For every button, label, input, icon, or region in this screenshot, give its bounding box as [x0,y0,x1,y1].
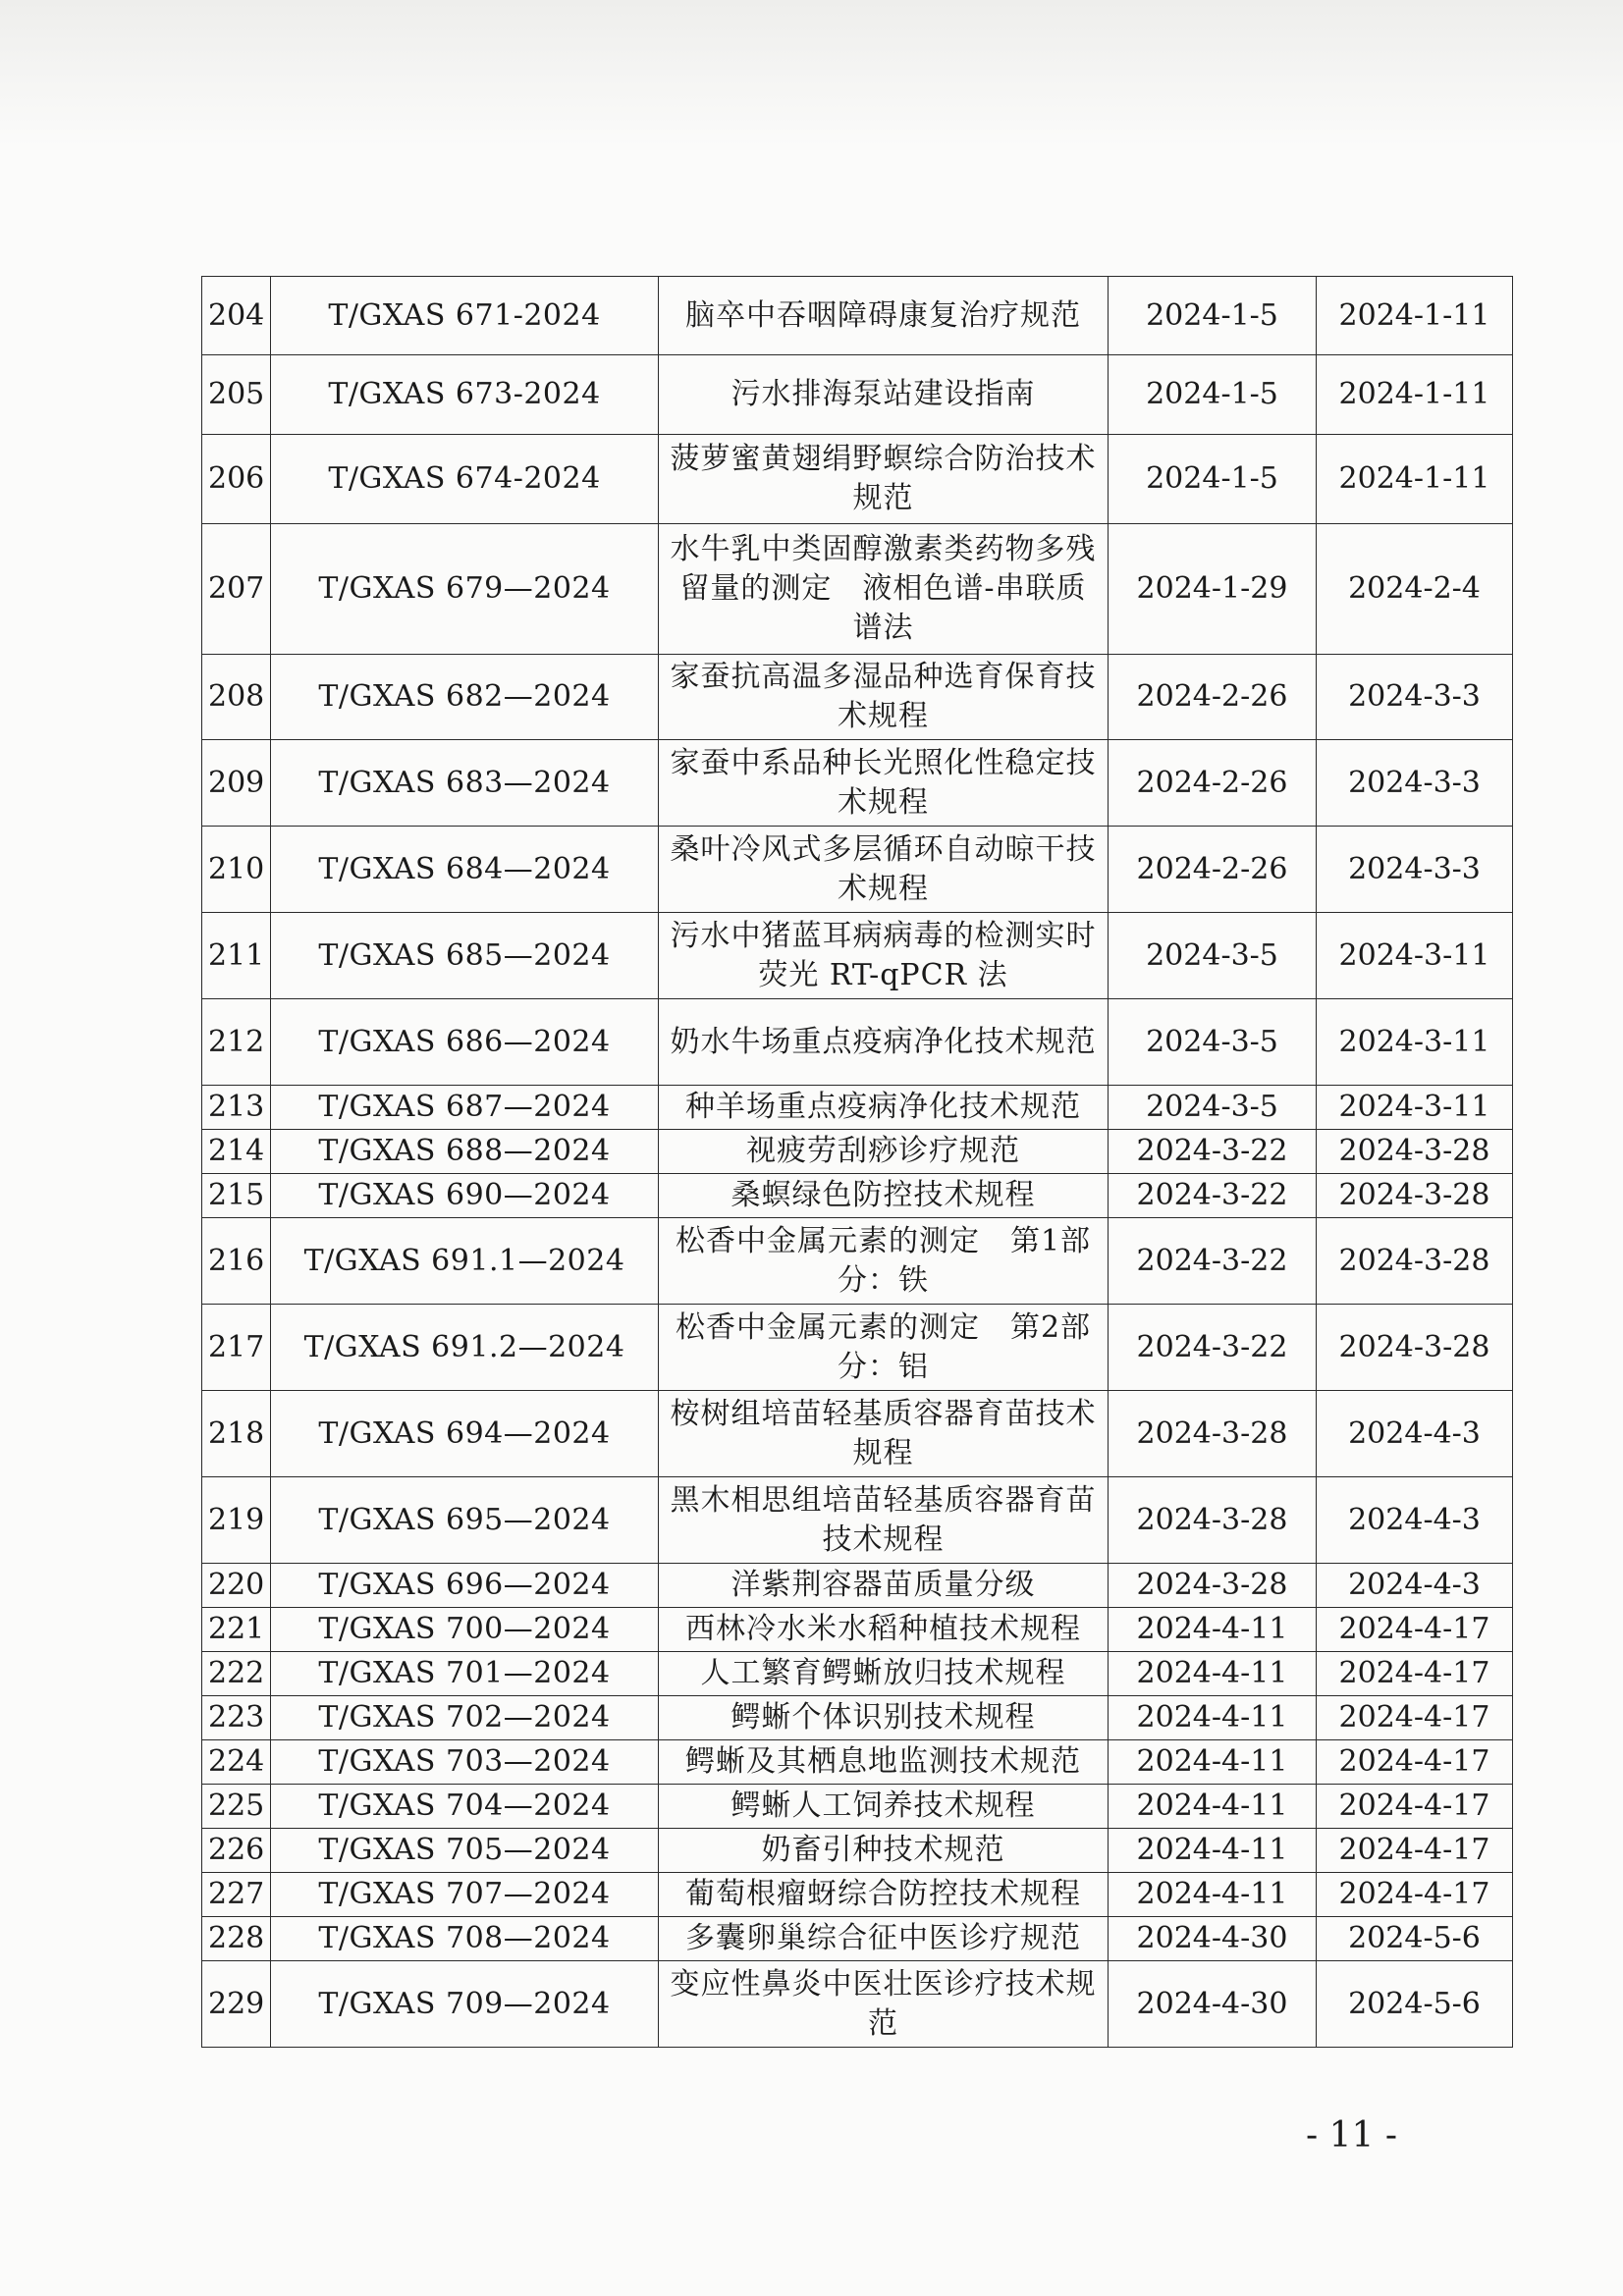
standard-code: T/GXAS 709—2024 [271,1961,659,2048]
row-number: 211 [202,913,271,999]
publish-date: 2024-3-22 [1109,1218,1317,1305]
standard-name: 污水中猪蓝耳病病毒的检测实时荧光 RT-qPCR 法 [659,913,1109,999]
implement-date: 2024-5-6 [1317,1917,1513,1961]
row-number: 221 [202,1608,271,1652]
implement-date: 2024-5-6 [1317,1961,1513,2048]
standard-name: 松香中金属元素的测定 第2部分：铝 [659,1305,1109,1391]
standard-code: T/GXAS 707—2024 [271,1873,659,1917]
table-row [202,277,1513,355]
publish-date: 2024-3-28 [1109,1564,1317,1608]
row-number: 229 [202,1961,271,2048]
standard-code: T/GXAS 683—2024 [271,740,659,827]
implement-date: 2024-4-17 [1317,1873,1513,1917]
table-row [202,827,1513,913]
table-row [202,1785,1513,1829]
standard-code: T/GXAS 679—2024 [271,524,659,655]
standard-code: T/GXAS 704—2024 [271,1785,659,1829]
implement-date: 2024-4-17 [1317,1740,1513,1785]
implement-date: 2024-4-17 [1317,1785,1513,1829]
publish-date: 2024-2-26 [1109,827,1317,913]
implement-date: 2024-3-11 [1317,1086,1513,1130]
standard-name: 桑叶冷风式多层循环自动晾干技术规程 [659,827,1109,913]
publish-date: 2024-1-5 [1109,435,1317,524]
row-number: 210 [202,827,271,913]
table-row [202,1218,1513,1305]
standard-code: T/GXAS 682—2024 [271,655,659,740]
publish-date: 2024-1-5 [1109,277,1317,355]
publish-date: 2024-4-30 [1109,1961,1317,2048]
implement-date: 2024-4-17 [1317,1652,1513,1696]
implement-date: 2024-3-11 [1317,999,1513,1086]
standard-name: 污水排海泵站建设指南 [659,355,1109,435]
implement-date: 2024-3-28 [1317,1218,1513,1305]
standard-name: 家蚕抗高温多湿品种选育保育技术规程 [659,655,1109,740]
row-number: 227 [202,1873,271,1917]
standard-name: 奶畜引种技术规范 [659,1829,1109,1873]
row-number: 214 [202,1130,271,1174]
implement-date: 2024-3-28 [1317,1174,1513,1218]
table-row [202,1652,1513,1696]
standard-name: 种羊场重点疫病净化技术规范 [659,1086,1109,1130]
publish-date: 2024-4-11 [1109,1608,1317,1652]
standard-name: 西林冷水米水稻种植技术规程 [659,1608,1109,1652]
standard-code: T/GXAS 695—2024 [271,1477,659,1564]
implement-date: 2024-4-3 [1317,1564,1513,1608]
standard-name: 人工繁育鳄蜥放归技术规程 [659,1652,1109,1696]
implement-date: 2024-4-3 [1317,1391,1513,1477]
row-number: 224 [202,1740,271,1785]
table-row [202,1174,1513,1218]
table-row [202,1477,1513,1564]
publish-date: 2024-3-22 [1109,1174,1317,1218]
table-row [202,1917,1513,1961]
table-row [202,1130,1513,1174]
standard-name: 鳄蜥人工饲养技术规程 [659,1785,1109,1829]
implement-date: 2024-2-4 [1317,524,1513,655]
standard-code: T/GXAS 696—2024 [271,1564,659,1608]
table-row [202,1086,1513,1130]
implement-date: 2024-1-11 [1317,277,1513,355]
standard-code: T/GXAS 705—2024 [271,1829,659,1873]
publish-date: 2024-3-5 [1109,913,1317,999]
standard-code: T/GXAS 684—2024 [271,827,659,913]
standard-name: 变应性鼻炎中医壮医诊疗技术规范 [659,1961,1109,2048]
row-number: 207 [202,524,271,655]
standard-name: 松香中金属元素的测定 第1部分：铁 [659,1218,1109,1305]
table-row [202,1696,1513,1740]
standard-code: T/GXAS 673-2024 [271,355,659,435]
publish-date: 2024-4-11 [1109,1696,1317,1740]
publish-date: 2024-4-11 [1109,1740,1317,1785]
standard-code: T/GXAS 687—2024 [271,1086,659,1130]
standard-code: T/GXAS 690—2024 [271,1174,659,1218]
standard-name: 视疲劳刮痧诊疗规范 [659,1130,1109,1174]
row-number: 220 [202,1564,271,1608]
publish-date: 2024-3-28 [1109,1477,1317,1564]
publish-date: 2024-1-5 [1109,355,1317,435]
row-number: 222 [202,1652,271,1696]
standard-code: T/GXAS 688—2024 [271,1130,659,1174]
implement-date: 2024-1-11 [1317,435,1513,524]
table-row [202,1564,1513,1608]
standard-code: T/GXAS 671-2024 [271,277,659,355]
implement-date: 2024-4-17 [1317,1829,1513,1873]
table-row [202,655,1513,740]
row-number: 217 [202,1305,271,1391]
publish-date: 2024-4-11 [1109,1829,1317,1873]
standard-code: T/GXAS 701—2024 [271,1652,659,1696]
standard-code: T/GXAS 700—2024 [271,1608,659,1652]
table-row [202,740,1513,827]
publish-date: 2024-1-29 [1109,524,1317,655]
implement-date: 2024-4-3 [1317,1477,1513,1564]
implement-date: 2024-4-17 [1317,1608,1513,1652]
standard-name: 洋紫荆容器苗质量分级 [659,1564,1109,1608]
standard-code: T/GXAS 702—2024 [271,1696,659,1740]
implement-date: 2024-3-28 [1317,1130,1513,1174]
row-number: 228 [202,1917,271,1961]
standard-code: T/GXAS 708—2024 [271,1917,659,1961]
row-number: 223 [202,1696,271,1740]
scan-shade [0,0,1623,147]
row-number: 216 [202,1218,271,1305]
table-row [202,1873,1513,1917]
standard-code: T/GXAS 691.2—2024 [271,1305,659,1391]
standard-name: 黑木相思组培苗轻基质容器育苗技术规程 [659,1477,1109,1564]
implement-date: 2024-1-11 [1317,355,1513,435]
implement-date: 2024-3-3 [1317,740,1513,827]
implement-date: 2024-3-3 [1317,827,1513,913]
implement-date: 2024-3-3 [1317,655,1513,740]
standard-code: T/GXAS 691.1—2024 [271,1218,659,1305]
table-row [202,1740,1513,1785]
standard-name: 家蚕中系品种长光照化性稳定技术规程 [659,740,1109,827]
standard-name: 水牛乳中类固醇激素类药物多残留量的测定 液相色谱-串联质谱法 [659,524,1109,655]
table-row [202,1608,1513,1652]
standard-code: T/GXAS 686—2024 [271,999,659,1086]
publish-date: 2024-2-26 [1109,740,1317,827]
row-number: 212 [202,999,271,1086]
table-row [202,1391,1513,1477]
publish-date: 2024-4-11 [1109,1873,1317,1917]
standard-name: 鳄蜥个体识别技术规程 [659,1696,1109,1740]
publish-date: 2024-3-22 [1109,1305,1317,1391]
table-row [202,1305,1513,1391]
row-number: 204 [202,277,271,355]
standard-name: 鳄蜥及其栖息地监测技术规范 [659,1740,1109,1785]
implement-date: 2024-3-11 [1317,913,1513,999]
standard-name: 菠萝蜜黄翅绢野螟综合防治技术规范 [659,435,1109,524]
table-row [202,524,1513,655]
row-number: 206 [202,435,271,524]
standards-table [201,276,1513,2048]
table-row [202,913,1513,999]
standard-name: 桑螟绿色防控技术规程 [659,1174,1109,1218]
table-row [202,435,1513,524]
standard-code: T/GXAS 674-2024 [271,435,659,524]
table-body [202,277,1513,2048]
table-row [202,1829,1513,1873]
publish-date: 2024-4-11 [1109,1785,1317,1829]
table-row [202,999,1513,1086]
publish-date: 2024-3-5 [1109,999,1317,1086]
row-number: 205 [202,355,271,435]
standard-code: T/GXAS 703—2024 [271,1740,659,1785]
publish-date: 2024-2-26 [1109,655,1317,740]
page-number: - 11 - [1306,2115,1398,2156]
row-number: 218 [202,1391,271,1477]
standard-name: 葡萄根瘤蚜综合防控技术规程 [659,1873,1109,1917]
standard-name: 桉树组培苗轻基质容器育苗技术规程 [659,1391,1109,1477]
row-number: 208 [202,655,271,740]
standard-code: T/GXAS 685—2024 [271,913,659,999]
publish-date: 2024-4-11 [1109,1652,1317,1696]
row-number: 226 [202,1829,271,1873]
publish-date: 2024-4-30 [1109,1917,1317,1961]
implement-date: 2024-4-17 [1317,1696,1513,1740]
publish-date: 2024-3-28 [1109,1391,1317,1477]
standard-name: 脑卒中吞咽障碍康复治疗规范 [659,277,1109,355]
standard-name: 多囊卵巢综合征中医诊疗规范 [659,1917,1109,1961]
row-number: 213 [202,1086,271,1130]
table-row [202,355,1513,435]
row-number: 225 [202,1785,271,1829]
publish-date: 2024-3-22 [1109,1130,1317,1174]
row-number: 219 [202,1477,271,1564]
standard-name: 奶水牛场重点疫病净化技术规范 [659,999,1109,1086]
publish-date: 2024-3-5 [1109,1086,1317,1130]
table-row [202,1961,1513,2048]
row-number: 209 [202,740,271,827]
standard-code: T/GXAS 694—2024 [271,1391,659,1477]
implement-date: 2024-3-28 [1317,1305,1513,1391]
row-number: 215 [202,1174,271,1218]
